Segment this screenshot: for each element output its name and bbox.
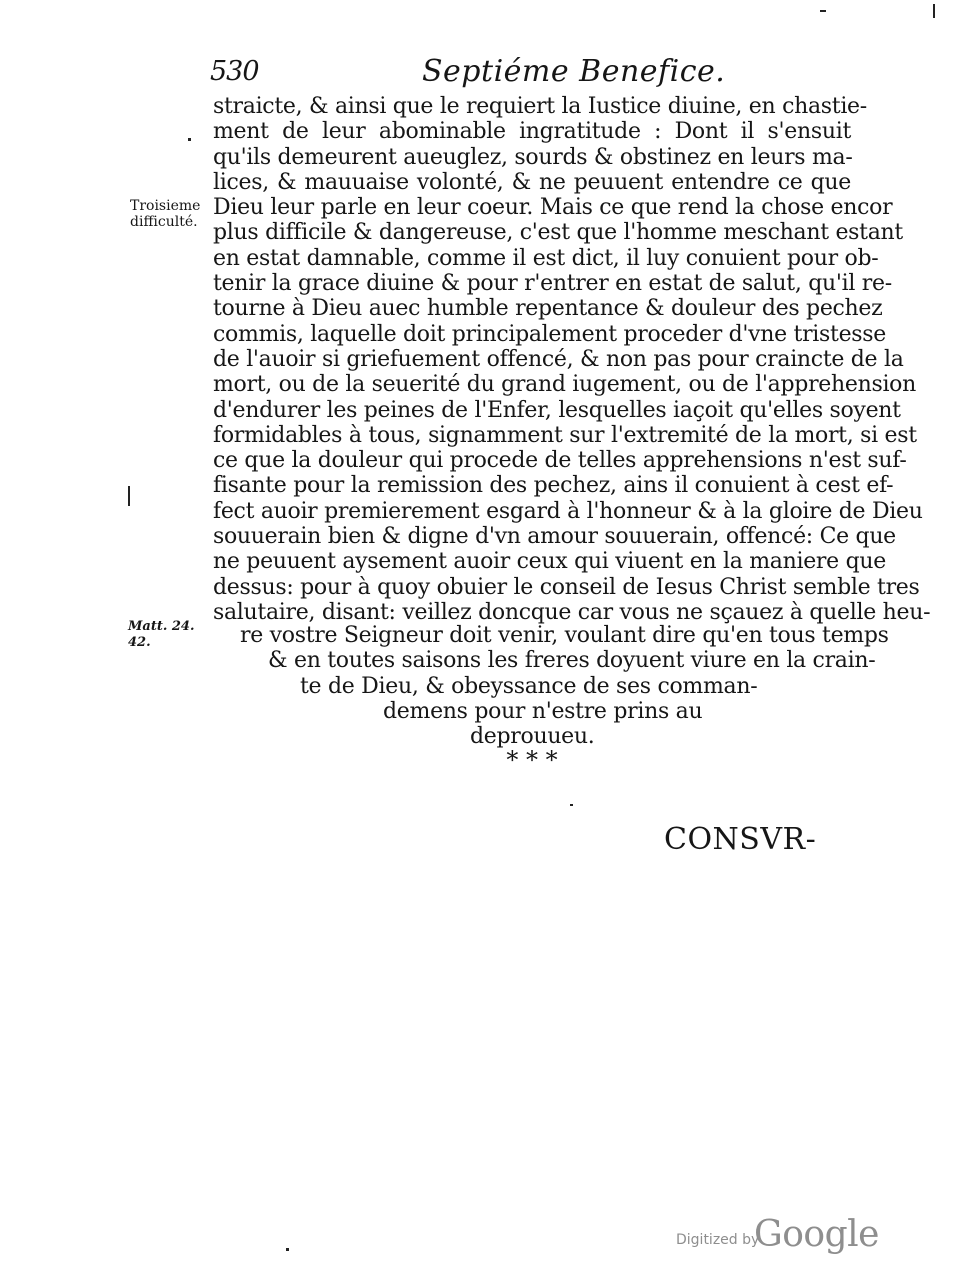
- margin-note-line: difficulté.: [130, 214, 198, 230]
- watermark-brand: Google: [754, 1214, 879, 1255]
- margin-note-line: Matt. 24.: [128, 619, 195, 634]
- margin-note-difficulty: [130, 198, 200, 230]
- text-line: qu'ils demeurent aueuglez, sourds & obstinez en leurs ma-: [213, 144, 853, 170]
- asterism-ornament: * * *: [506, 746, 558, 774]
- ink-speck: [570, 804, 573, 806]
- margin-note-line: Troisieme: [130, 198, 201, 214]
- text-line: straicte, & ainsi que le requiert la Iustice diuine, en chastie-: [213, 94, 867, 119]
- text-line: tourne à Dieu auec humble repentance & douleur des pechez: [213, 296, 883, 322]
- text-line: fisante pour la remission des pechez, ains il conuient à cest ef-: [213, 473, 894, 499]
- watermark-prefix: Digitized by: [676, 1232, 760, 1248]
- text-line: tenir la grace diuine & pour r'entrer en estat de salut, qu'il re-: [213, 271, 892, 297]
- tail-line: demens pour n'estre prins au: [383, 698, 703, 724]
- text-line: mort, ou de la seuerité du grand iugement, ou de l'apprehension: [213, 372, 916, 398]
- body-text: [213, 94, 931, 625]
- page-title: Septiéme Benefice.: [422, 54, 726, 89]
- tail-line: & en toutes saisons les freres doyuent viure en la crain-: [268, 648, 876, 674]
- text-line: ment de leur abominable ingratitude : Dont il s'ensuit: [213, 119, 851, 145]
- text-line: de l'auoir si griefuement offencé, & non pas pour craincte de la: [213, 346, 904, 372]
- text-line: salutaire, disant: veillez doncque car vous ne sçauez à quelle heu-: [213, 599, 931, 625]
- tail-line: te de Dieu, & obeyssance de ses comman-: [300, 673, 758, 699]
- running-head: [210, 52, 850, 96]
- text-line: souuerain bien & digne d'vn amour souuerain, offencé: Ce que: [213, 524, 896, 550]
- text-line: Dieu leur parle en leur coeur. Mais ce que rend la chose encor: [213, 195, 893, 221]
- ink-speck: [128, 486, 130, 506]
- tail-line: deprouueu.: [470, 724, 595, 750]
- text-line: commis, laquelle doit principalement proceder d'vne tristesse: [213, 321, 886, 347]
- text-line: ce que la douleur qui procede de telles apprehensions n'est suf-: [213, 448, 907, 474]
- catchword: CONSVR-: [664, 822, 817, 857]
- text-line: fect auoir premierement esgard à l'honneur & à la gloire de Dieu: [213, 498, 923, 524]
- text-line: dessus: pour à quoy obuier le conseil de Iesus Christ semble tres: [213, 574, 920, 600]
- text-line: formidables à tous, signamment sur l'extremité de la mort, si est: [213, 422, 917, 448]
- page-number: 530: [210, 56, 259, 87]
- ink-speck: [188, 138, 191, 141]
- text-line: en estat damnable, comme il est dict, il luy conuient pour ob-: [213, 245, 879, 271]
- text-line: d'endurer les peines de l'Enfer, lesquelles iaçoit qu'elles soyent: [213, 397, 901, 423]
- tail-line: re vostre Seigneur doit venir, voulant dire qu'en tous temps: [240, 623, 889, 648]
- margin-note-scripture-reference: [128, 619, 195, 651]
- text-line: lices, & mauuaise volonté, & ne peuuent entendre ce que: [213, 169, 851, 195]
- ink-speck: [286, 1248, 289, 1251]
- margin-note-line: 42.: [128, 635, 151, 650]
- text-line: ne peuuent aysement auoir ceux qui viuent en la maniere que: [213, 549, 886, 575]
- ink-speck: [933, 4, 935, 18]
- ink-speck: [820, 10, 826, 12]
- text-line: plus difficile & dangereuse, c'est que l'homme meschant estant: [213, 220, 903, 246]
